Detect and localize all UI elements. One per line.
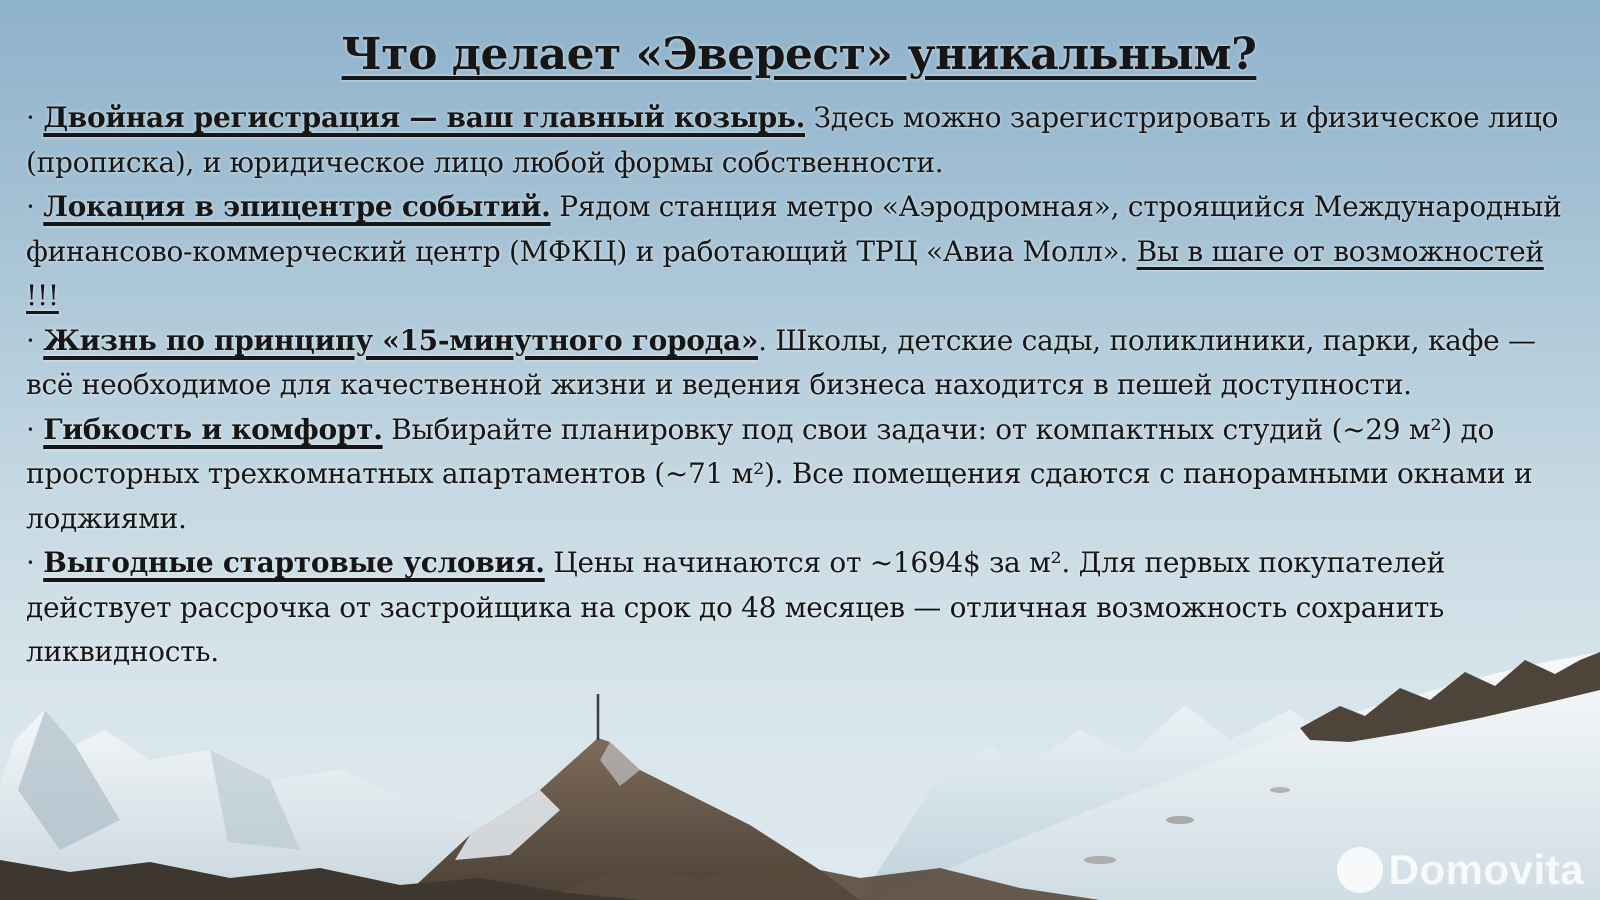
text-segment-lead: Жизнь по принципу «15-минутного города» [43, 323, 759, 357]
page-title: Что делает «Эверест» уникальным? [341, 29, 1257, 80]
bullet-marker: · [26, 190, 44, 223]
text-segment-normal: . Школы, детские сады, поликлиники, парки, кафе — всё необходимое для качественной жизни и ведения бизнеса находится в пешей доступности. [26, 323, 1536, 401]
bullet-marker: · [26, 323, 44, 357]
rock-speckle [1270, 787, 1290, 793]
text-segment-lead: Локация в эпицентре событий. [43, 190, 551, 223]
text-segment-normal: Цены начинаются от ~1694$ за м². Для первых покупателей действует рассрочка от застройщика на срок до 48 месяцев — отличная возможность сохранить ликвидность. [26, 546, 1445, 668]
bullet-marker: · [26, 101, 44, 134]
bullet-marker: · [26, 546, 44, 579]
text-segment-lead: Гибкость и комфорт. [43, 412, 383, 446]
text-segment-normal: Здесь можно зарегистрировать и физическое лицо (прописка), и юридическое лицо любой формы собственности. [26, 101, 1559, 179]
text-segment-lead: Выгодные стартовые условия. [43, 546, 545, 579]
bullet-marker: · [26, 412, 44, 446]
domovita-logo-icon [1337, 847, 1383, 893]
rock-speckle [1084, 856, 1116, 864]
bullet-item [26, 185, 1572, 319]
text-segment-underline: Вы в шаге от возможностей !!! [26, 234, 1544, 312]
bullet-item [26, 408, 1572, 542]
bullet-list [26, 96, 1572, 675]
text-segment-lead: Двойная регистрация — ваш главный козырь. [43, 101, 806, 134]
text-segment-normal: Выбирайте планировку под свои задачи: от компактных студий (~29 м²) до просторных трехкомнатных апартаментов (~71 м²). Все помещения сдаются с панорамными окнами и лоджиями. [26, 412, 1533, 535]
domovita-brand-text: Domovita [1388, 846, 1584, 893]
bullet-item [26, 319, 1572, 408]
text-segment-normal: Рядом станция метро «Аэродромная», строящийся Международный финансово-коммерческий центр (МФКЦ) и работающий ТРЦ «Авиа Молл». [26, 190, 1562, 268]
domovita-watermark [1337, 846, 1584, 894]
rock-speckle [1166, 816, 1194, 824]
bullet-item [26, 541, 1572, 675]
bullet-item [26, 96, 1572, 185]
